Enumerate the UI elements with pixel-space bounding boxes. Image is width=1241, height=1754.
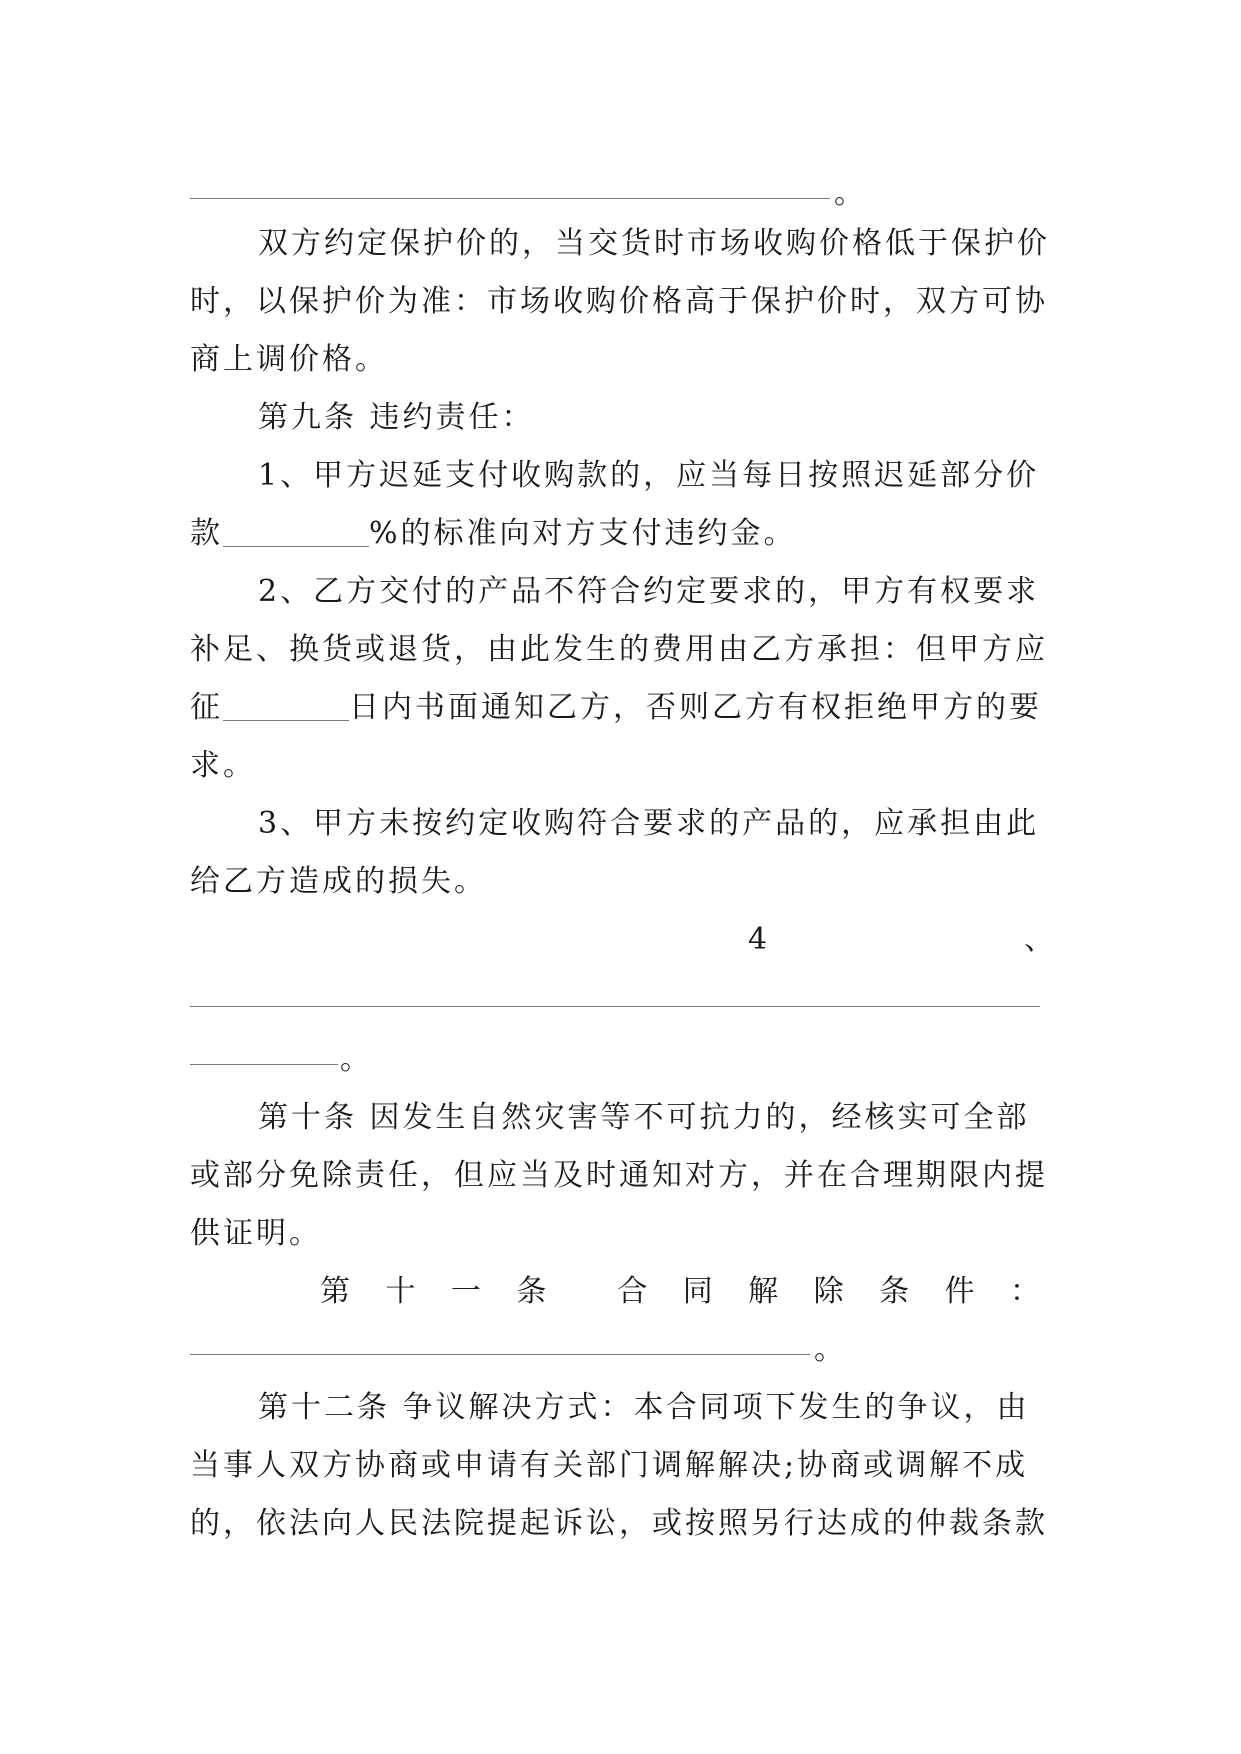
paragraph-line: 时，以保护价为准：市场收购价格高于保护价时，双方可协 — [190, 284, 1048, 319]
text-fragment: 日内书面通知乙方，否则乙方有权拒绝甲方的要 — [349, 690, 1042, 725]
paragraph-line: 商上调价格。 — [190, 342, 388, 377]
paragraph-line: 给乙方造成的损失。 — [190, 864, 487, 899]
end-mark: 。 — [814, 1332, 847, 1367]
paragraph-line: 当事人双方协商或申请有关部门调解解决;协商或调解不成 — [190, 1448, 1029, 1483]
paragraph-line — [190, 680, 1060, 736]
fill-blank-line — [190, 1064, 338, 1065]
end-mark: 。 — [834, 176, 867, 211]
end-mark: 。 — [340, 1042, 373, 1077]
heading-char: 合 — [617, 1274, 648, 1309]
paragraph-line: 3、甲方未按约定收购符合要求的产品的，应承担由此 — [258, 806, 1040, 841]
paragraph-line: 或部分免除责任，但应当及时通知对方，并在合理期限内提 — [190, 1158, 1048, 1193]
heading-char: 解 — [748, 1274, 779, 1309]
fill-blank-line — [190, 1006, 1040, 1007]
heading-char: 件 — [944, 1274, 975, 1309]
heading-char: 一 — [450, 1274, 481, 1309]
text-fragment: 款 — [190, 516, 223, 551]
paragraph-line: 1、甲方迟延支付收购款的，应当每日按照迟延部分价 — [258, 458, 1040, 493]
paragraph-line: 第十二条 争议解决方式：本合同项下发生的争议，由 — [258, 1390, 1030, 1425]
item-number: 4 — [748, 922, 771, 957]
heading-char: ： — [1009, 1274, 1040, 1309]
article-heading: 第九条 违约责任： — [258, 400, 535, 435]
paragraph-line: 供证明。 — [190, 1216, 322, 1251]
paragraph-line: 补足、换货或退货，由此发生的费用由乙方承担：但甲方应 — [190, 632, 1048, 667]
heading-char: 条 — [516, 1274, 547, 1309]
heading-char: 第 — [320, 1274, 350, 1309]
text-fragment: 征 — [190, 690, 223, 725]
fill-blank-line — [190, 1354, 810, 1355]
fill-blank — [223, 516, 369, 547]
heading-char: 条 — [879, 1274, 910, 1309]
heading-char: 除 — [813, 1274, 844, 1309]
text-fragment: %的标准向对方支付违约金。 — [369, 516, 797, 551]
paragraph-line: 的，依法向人民法院提起诉讼，或按照另行达成的仲裁条款 — [190, 1506, 1048, 1541]
fill-blank — [223, 690, 349, 721]
paragraph-line: 双方约定保护价的，当交货时市场收购价格低于保护价 — [258, 226, 1050, 261]
item-separator: 、 — [1024, 922, 1057, 957]
paragraph-line: 第十条 因发生自然灾害等不可抗力的，经核实可全部 — [258, 1100, 1030, 1135]
heading-char: 同 — [682, 1274, 713, 1309]
heading-char: 十 — [385, 1274, 416, 1309]
paragraph-line: 2、乙方交付的产品不符合约定要求的，甲方有权要求 — [258, 574, 1040, 609]
fill-blank-line — [190, 198, 830, 199]
article-heading — [320, 1264, 1040, 1320]
paragraph-line: 求。 — [190, 748, 256, 783]
paragraph-line — [190, 506, 1060, 562]
